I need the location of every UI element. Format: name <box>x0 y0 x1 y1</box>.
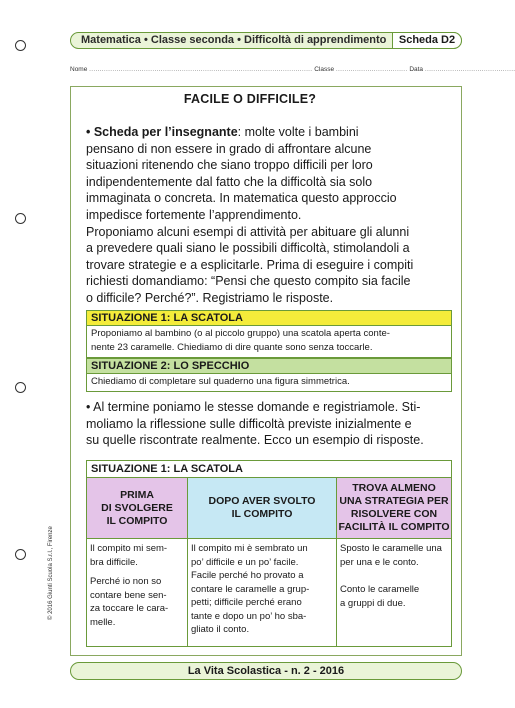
table-cell-strategy: Sposto le caramelle una per una e le conto. Conto le caramelle a gruppi di due. <box>337 539 452 647</box>
intro-line: a prevedere quali siano le possibili difficoltà, stimolandoli a <box>86 241 410 256</box>
intro-paragraph <box>86 124 464 307</box>
scheda-label: Scheda D2 <box>392 32 462 49</box>
closing-line: su quelle riscontrate realmente. Ecco un esempio di risposte. <box>86 433 424 447</box>
intro-line: pensano di non essere in grado di affrontare alcune <box>86 141 372 156</box>
intro-line: indipendentemente dal fatto che la difficoltà sia solo <box>86 174 373 189</box>
column-header-after: DOPO AVER SVOLTO IL COMPITO <box>188 478 337 539</box>
binder-hole-icon <box>15 382 26 393</box>
data-field[interactable]: ........................................... <box>424 66 515 73</box>
column-header-before: PRIMA DI SVOLGERE IL COMPITO <box>87 478 188 539</box>
situazione-2-body <box>87 374 451 391</box>
intro-line: trovare strategie e a esplicitarle. Prima di eseguire i compiti <box>86 257 414 272</box>
situazione-1-line: Proponiamo al bambino (o al piccolo gruppo) una scatola aperta conte- <box>91 328 390 339</box>
situazione-2-line: Chiediamo di completare sul quaderno una figura simmetrica. <box>91 376 350 387</box>
data-label: Data <box>409 66 424 73</box>
situazione-1-line: nente 23 caramelle. Chiediamo di dire quante sono senza toccarle. <box>91 342 373 353</box>
situazione-1-title: SITUAZIONE 1: LA SCATOLA <box>87 311 451 326</box>
intro-line: richiesti domandiamo: “Pensi che questo compito sia facile <box>86 274 411 289</box>
page-title: FACILE O DIFFICILE? <box>183 92 317 106</box>
situazione-1-body <box>87 326 451 357</box>
intro-line: immaginata o concreta. In matematica questo approccio <box>86 191 397 206</box>
table-caption: SITUAZIONE 1: LA SCATOLA <box>87 461 452 478</box>
header-title: Matematica • Classe seconda • Difficoltà di apprendimento <box>81 34 387 46</box>
page-footer: La Vita Scolastica - n. 2 - 2016 <box>70 662 462 680</box>
student-fields <box>70 66 515 73</box>
closing-line: • Al termine poniamo le stesse domande e registriamole. Sti- <box>86 400 421 414</box>
nome-field[interactable]: .......................................................................................................... <box>89 66 313 73</box>
intro-line: o difficile? Perché?”. Registriamo le risposte. <box>86 290 334 305</box>
table-cell-after: Il compito mi è sembrato un po’ difficile e un po’ facile. Facile perché ho provato a contare le caramelle a grup- petti; difficile perché erano tante e dopo un po’ ho sba- gliato il conto. <box>188 539 337 647</box>
situazione-2-title: SITUAZIONE 2: LO SPECCHIO <box>87 359 451 374</box>
binder-hole-icon <box>15 40 26 51</box>
closing-paragraph <box>86 399 464 449</box>
intro-line: Proponiamo alcuni esempi di attività per abituare gli alunni <box>86 224 410 239</box>
classe-field[interactable]: .................................. <box>335 66 408 73</box>
situazione-2-box <box>86 358 452 392</box>
binder-hole-icon <box>15 549 26 560</box>
situazione-1-box <box>86 310 452 358</box>
intro-line: situazioni ritenendo che siano troppo difficili per loro <box>86 158 373 173</box>
classe-label: Classe <box>314 66 335 73</box>
intro-line: impedisce fortemente l’apprendimento. <box>86 207 302 222</box>
copyright-notice: © 2016 Giunti Scuola S.r.l., Firenze <box>48 526 54 620</box>
table-row <box>87 539 452 647</box>
intro-bullet-label: • Scheda per l’insegnante <box>86 125 238 139</box>
column-header-strategy: TROVA ALMENO UNA STRATEGIA PER RISOLVERE CON FACILITÀ IL COMPITO <box>337 478 452 539</box>
responses-table <box>86 460 452 647</box>
closing-line: moliamo la riflessione sulle difficoltà previste inizialmente e <box>86 416 412 431</box>
nome-label: Nome <box>70 66 88 73</box>
intro-first-line: : molte volte i bambini <box>237 125 359 139</box>
binder-hole-icon <box>15 213 26 224</box>
table-cell-before: Il compito mi sem- bra difficile. Perché io non so contare bene sen- za toccare le cara- melle. <box>87 539 188 647</box>
